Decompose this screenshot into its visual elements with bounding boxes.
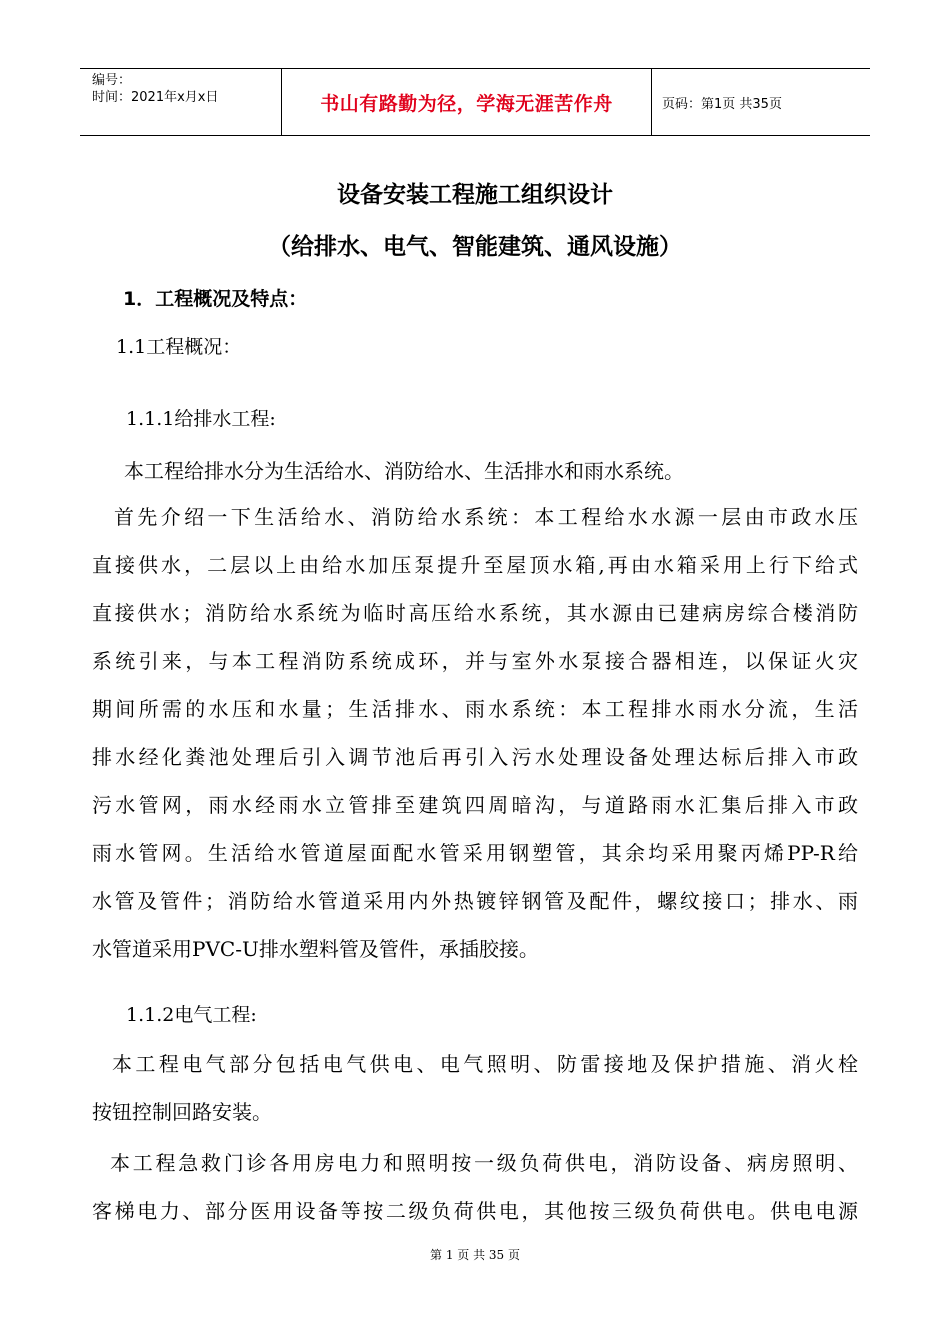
paragraph-4 — [92, 1139, 858, 1235]
page-footer: 第 1 页 共 35 页 — [430, 1248, 520, 1262]
paragraph-2-line: 雨水管网。生活给水管道屋面配水管采用钢塑管，其余均采用聚丙烯PP-R给 — [92, 841, 858, 865]
paragraph-2 — [92, 493, 858, 973]
header-motto: 书山有路勤为径，学海无涯苦作舟 — [282, 69, 652, 135]
header-meta — [80, 69, 282, 135]
paragraph-2-line: 系统引来，与本工程消防系统成环，并与室外水泵接合器相连，以保证火灾 — [92, 649, 858, 673]
paragraph-3-line: 本工程电气部分包括电气供电、电气照明、防雷接地及保护措施、消火栓 — [112, 1052, 858, 1076]
paragraph-1: 本工程给排水分为生活给水、消防给水、生活排水和雨水系统。 — [124, 459, 684, 483]
section-heading-1-1-1: 1.1.1给排水工程: — [126, 408, 276, 430]
section-heading-1-1-2: 1.1.2电气工程: — [126, 1004, 257, 1026]
paragraph-2-line: 排水经化粪池处理后引入调节池后再引入污水处理设备处理达标后排入市政 — [92, 745, 858, 769]
paragraph-2-line: 直接供水，二层以上由给水加压泵提升至屋顶水箱,再由水箱采用上行下给式 — [92, 553, 858, 577]
paragraph-4-line: 客梯电力、部分医用设备等按二级负荷供电，其他按三级负荷供电。供电电源 — [92, 1199, 858, 1223]
header-page-info: 页码：第1页 共35页 — [662, 96, 782, 112]
paragraph-4-line: 本工程急救门诊各用房电力和照明按一级负荷供电，消防设备、病房照明、 — [110, 1151, 858, 1175]
section-heading-1: 1．工程概况及特点： — [123, 288, 308, 310]
number-label: 编号： — [92, 73, 132, 88]
paragraph-2-line: 直接供水；消防给水系统为临时高压给水系统，其水源由已建病房综合楼消防 — [92, 601, 858, 625]
paragraph-2-line: 期间所需的水压和水量；生活排水、雨水系统：本工程排水雨水分流，生活 — [92, 697, 858, 721]
paragraph-3-line: 按钮控制回路安装。 — [92, 1100, 272, 1124]
paragraph-2-line: 水管及管件；消防给水管道采用内外热镀锌钢管及配件，螺纹接口；排水、雨 — [92, 889, 858, 913]
paragraph-3 — [92, 1040, 858, 1136]
paragraph-2-line: 首先介绍一下生活给水、消防给水系统：本工程给水水源一层由市政水压 — [114, 505, 858, 529]
time-label: 时间：2021年x月x日 — [92, 90, 219, 105]
document-subtitle: （给排水、电气、智能建筑、通风设施） — [268, 234, 682, 260]
paragraph-2-line: 水管道采用PVC-U排水塑料管及管件，承插胶接。 — [92, 937, 539, 961]
paragraph-2-line: 污水管网，雨水经雨水立管排至建筑四周暗沟，与道路雨水汇集后排入市政 — [92, 793, 858, 817]
document-title: 设备安装工程施工组织设计 — [337, 182, 613, 208]
section-heading-1-1: 1.1工程概况： — [116, 336, 242, 358]
header-table — [80, 68, 870, 136]
